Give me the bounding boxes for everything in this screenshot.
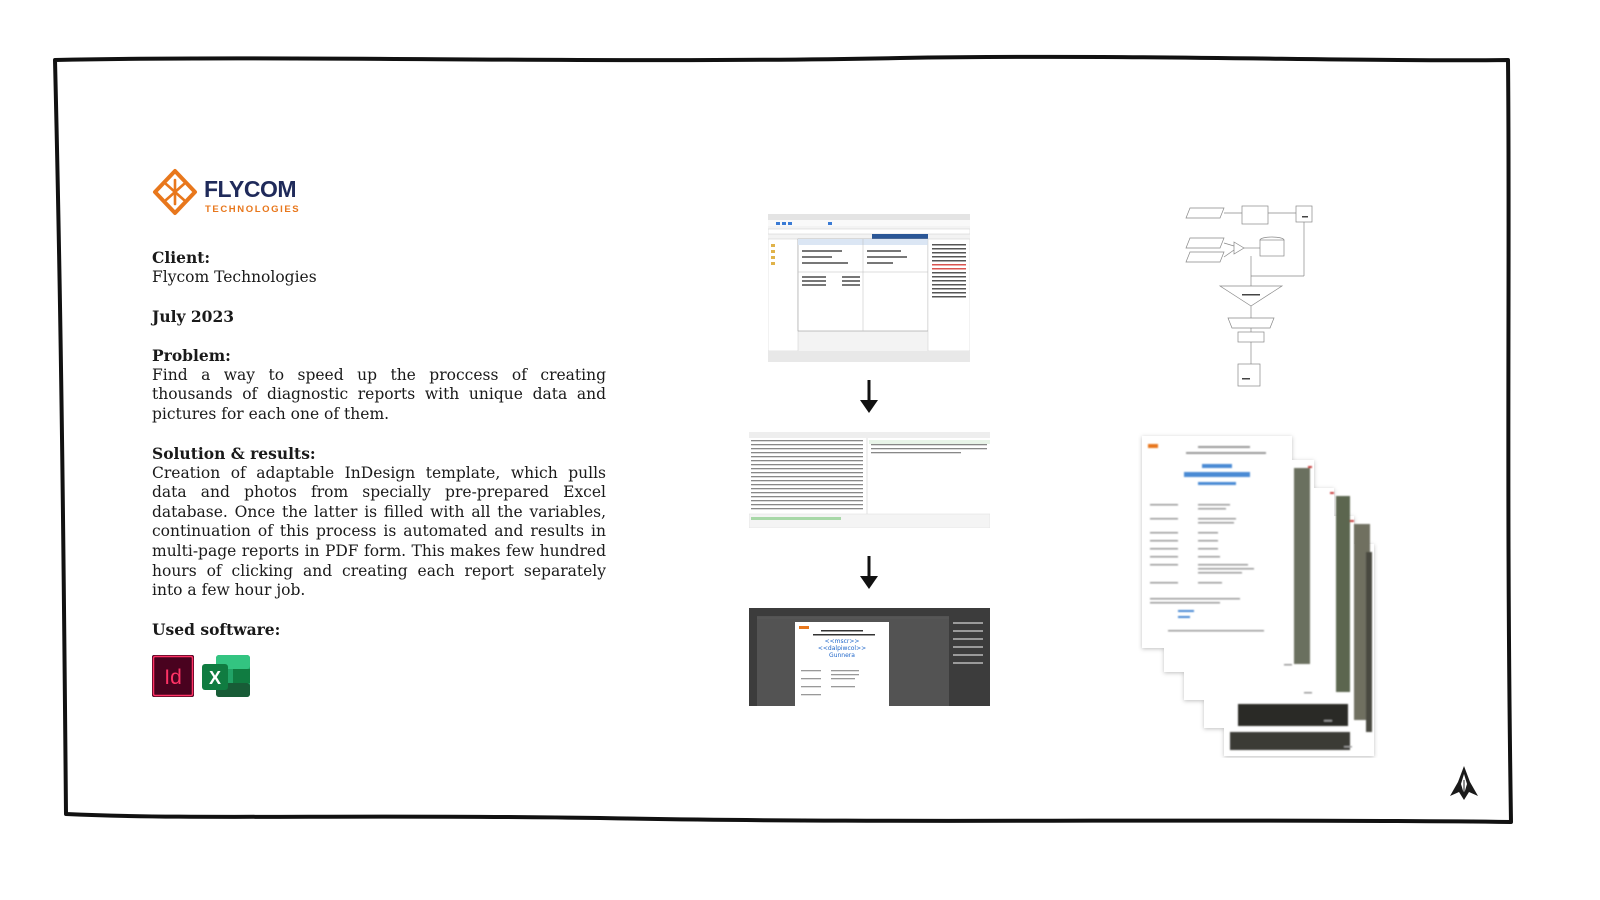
software-label: Used software: xyxy=(152,620,281,640)
pdf-report-stack xyxy=(1138,432,1378,758)
screenshot-data-list xyxy=(749,432,990,528)
svg-text:Id: Id xyxy=(164,666,182,689)
solution-label: Solution & results: xyxy=(152,443,316,463)
indesign-icon xyxy=(152,655,194,697)
flycom-logo xyxy=(152,168,312,218)
client-value: Flycom Technologies xyxy=(152,267,317,286)
down-arrow-icon xyxy=(858,556,880,590)
report-title-line-1: <<mscr>> xyxy=(824,638,860,645)
problem-label: Problem: xyxy=(152,345,231,365)
workflow-flowchart xyxy=(1184,200,1318,392)
flycom-mark-icon xyxy=(152,168,198,216)
case-study-text xyxy=(152,248,606,640)
report-title-line-2: <<dalpiwcol>> xyxy=(817,645,867,652)
problem-text: Find a way to speed up the proccess of creating thousands of diagnostic reports with unique data and pictures for each one of them. xyxy=(152,365,606,423)
down-arrow-icon xyxy=(858,380,880,414)
project-date: July 2023 xyxy=(152,306,235,326)
client-label: Client: xyxy=(152,248,211,267)
brand-name: FLYCOM xyxy=(204,176,296,202)
brand-subtitle: TECHNOLOGIES xyxy=(205,204,301,215)
studio-monogram-icon xyxy=(1449,766,1479,800)
excel-icon xyxy=(202,655,250,697)
screenshot-indesign-workspace xyxy=(749,608,990,706)
solution-text: Creation of adaptable InDesign template, which pulls data and photos from specially pre-prepared Excel database. Once the latter is filled with all the variables, continuation of this process is automated and results in multi-page reports in PDF form. This makes few hundred hours of clicking and creating each report separately into a few hour job. xyxy=(152,463,606,600)
screenshot-file-manager xyxy=(768,214,970,362)
report-title-line-3: Gunnera xyxy=(829,652,855,659)
svg-text:X: X xyxy=(208,668,222,688)
